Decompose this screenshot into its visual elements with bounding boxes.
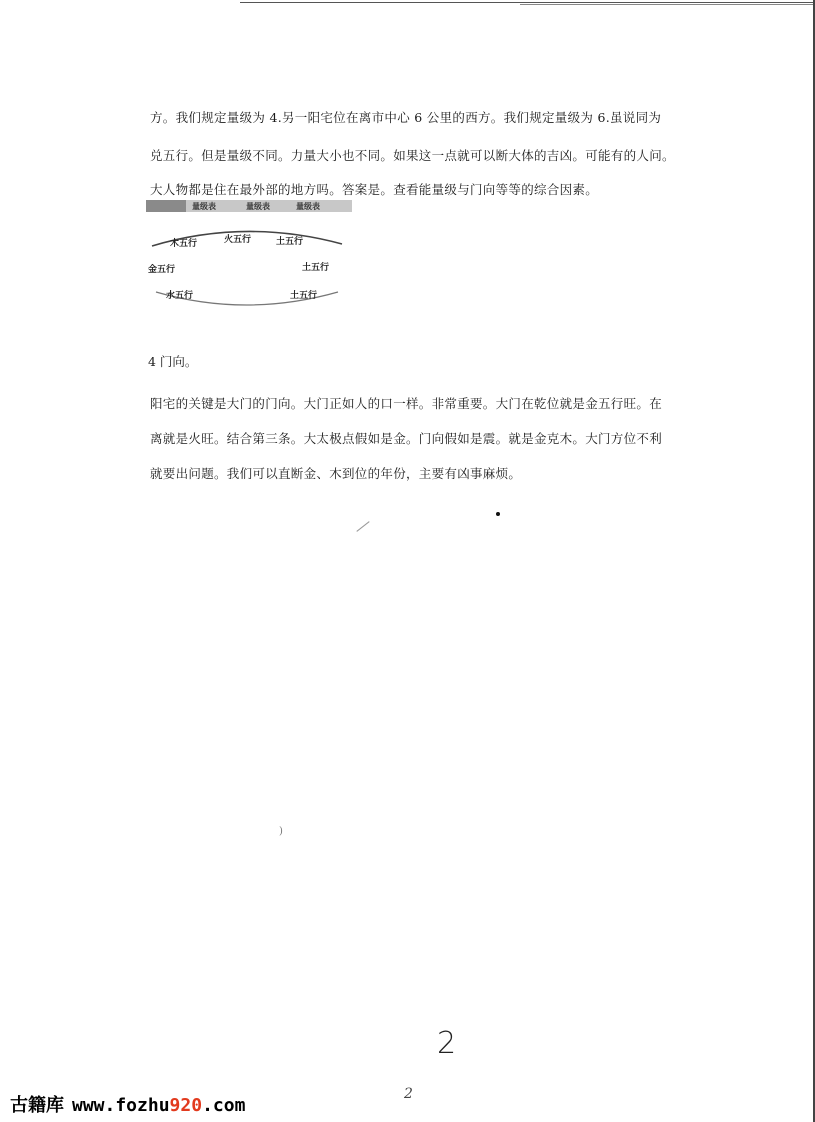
diagram-label-1: 木五行 xyxy=(170,239,198,249)
diagram-label-6: 水五行 xyxy=(166,291,194,301)
diagram-label-3: 土五行 xyxy=(276,237,304,247)
concentric-rings-diagram xyxy=(146,200,352,312)
handwritten-page-number: 2 xyxy=(437,1026,457,1061)
section-paragraph-line-2: 离就是火旺。结合第三条。大太极点假如是金。门向假如是震。就是金克木。大门方位不利 xyxy=(150,431,663,446)
diagram-label-4: 金五行 xyxy=(148,265,176,275)
diagram-figure xyxy=(146,200,352,312)
watermark-site-num: 920 xyxy=(169,1095,203,1116)
scan-top-border-secondary xyxy=(520,4,815,5)
diagram-header-3: 量级表 xyxy=(296,202,320,211)
diagram-label-5: 土五行 xyxy=(302,263,330,273)
scan-speck-dot xyxy=(496,512,500,516)
scan-top-border xyxy=(240,2,815,3)
body-paragraph-line-3: 大人物都是住在最外部的地方吗。答案是。查看能量级与门向等等的综合因素。 xyxy=(150,182,599,197)
diagram-label-2: 火五行 xyxy=(224,235,252,245)
section-paragraph-line-1: 阳宅的关键是大门的门向。大门正如人的口一样。非常重要。大门在乾位就是金五行旺。在 xyxy=(150,396,663,411)
section-heading: 4 门向。 xyxy=(148,354,198,369)
scan-stroke-mark xyxy=(356,521,369,532)
site-watermark xyxy=(10,1091,245,1117)
handwritten-small-mark: 2 xyxy=(404,1086,413,1102)
watermark-site-a: www.fozhu xyxy=(72,1095,170,1116)
watermark-prefix: 古籍库 xyxy=(10,1095,64,1116)
watermark-site-b: .com xyxy=(202,1095,246,1116)
diagram-header-block xyxy=(146,200,186,212)
diagram-header-2: 量级表 xyxy=(246,202,270,211)
body-paragraph-line-1: 方。我们规定量级为 4.另一阳宅位在离市中心 6 公里的西方。我们规定量级为 6.虽说同为 xyxy=(150,110,662,125)
scan-paren-mark: ) xyxy=(279,826,283,837)
section-paragraph-line-3: 就要出问题。我们可以直断金、木到位的年份，主要有凶事麻烦。 xyxy=(150,466,522,481)
diagram-header-1: 量级表 xyxy=(192,202,216,211)
diagram-label-7: 土五行 xyxy=(290,291,318,301)
body-paragraph-line-2: 兑五行。但是量级不同。力量大小也不同。如果这一点就可以断大体的吉凶。可能有的人问。 xyxy=(150,148,675,163)
